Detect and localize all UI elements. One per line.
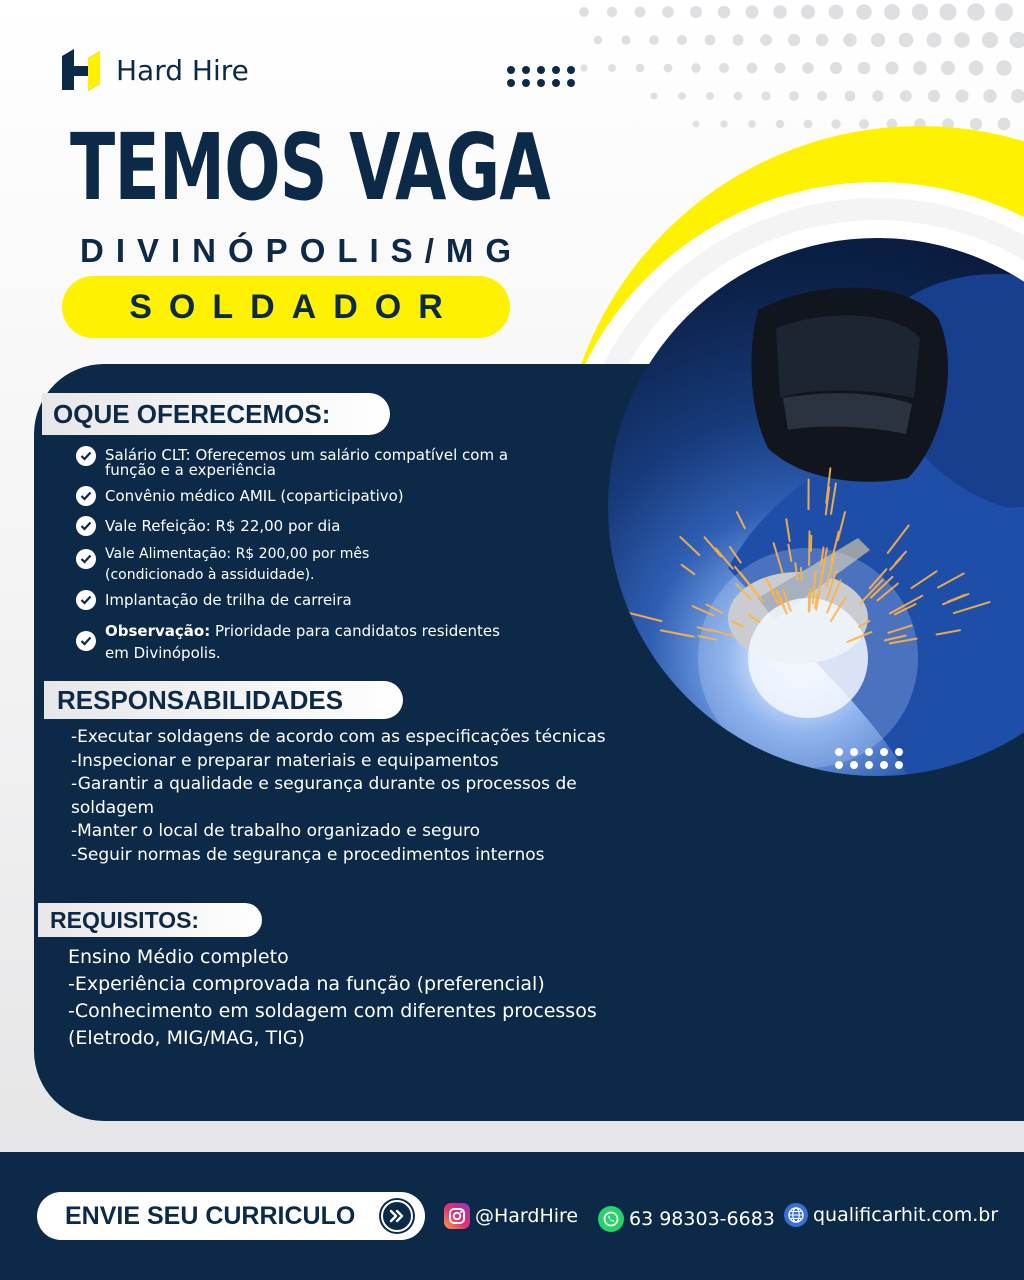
check-icon [76,446,96,466]
benefit-text: Vale Alimentação: R$ 200,00 por mês (condicionado à assiduidade). [105,546,370,583]
headline: TEMOS VAGA [70,114,550,221]
section-responsibilities-title [44,681,403,719]
section-offers-title [42,393,390,435]
welder-illustration [608,238,1024,776]
role-badge [62,276,510,338]
welder-photo [608,238,1024,776]
whatsapp-icon [598,1206,624,1232]
benefit-text [105,620,526,664]
whatsapp-link[interactable] [598,1206,775,1232]
cta-label: ENVIE SEU CURRICULO [65,1201,356,1230]
list-item [76,486,546,506]
double-chevron-right-icon [381,1200,413,1232]
check-icon [76,631,96,651]
benefit-text: Vale Refeição: R$ 22,00 por dia [105,517,341,535]
location: DIVINÓPOLIS/MG [80,232,524,269]
offers-title: OQUE OFERECEMOS: [53,398,331,429]
check-icon [76,486,96,506]
list-item [76,620,526,664]
benefit-text: Convênio médico AMIL (coparticipativo) [105,487,404,505]
whatsapp-number: 63 98303-6683 [629,1208,775,1230]
globe-icon [784,1203,808,1227]
brand-logo [58,46,249,94]
instagram-link[interactable] [444,1203,578,1229]
dots-icon [835,748,903,769]
check-icon [76,590,96,610]
benefit-text: Implantação de trilha de carreira [105,591,352,609]
requirements-list [68,944,638,1052]
list-item [76,446,546,478]
list-item [76,544,406,586]
list-item [76,590,546,610]
note-label: Observação: [105,622,211,640]
list-item: -Conhecimento em soldagem com diferentes processos (Eletrodo, MIG/MAG, TIG) [68,1000,597,1049]
logo-h-icon [58,46,104,94]
brand-name: Hard Hire [116,53,249,87]
instagram-icon [444,1203,470,1229]
role-title: SOLDADOR [129,287,460,326]
list-item: -Inspecionar e preparar materiais e equipamentos [71,750,499,771]
check-icon [76,549,96,569]
section-requirements-title [38,903,262,937]
list-item: -Manter o local de trabalho organizado e seguro [71,821,481,841]
responsibilities-list [71,726,611,867]
instagram-handle: @HardHire [475,1205,579,1227]
dots-icon [507,66,575,87]
responsibilities-title: RESPONSABILIDADES [57,684,344,715]
note-text: Prioridade para candidatos residentes em Divinópolis. [105,622,500,662]
list-item: Ensino Médio completo [68,946,289,968]
list-item: -Garantir a qualidade e segurança durante os processos de soldagem [71,774,577,818]
list-item: -Seguir normas de segurança e procedimentos internos [71,844,545,865]
requirements-title: REQUISITOS: [50,906,200,933]
send-resume-button[interactable] [37,1192,425,1240]
list-item: -Experiência comprovada na função (preferencial) [68,973,545,995]
list-item [76,516,546,536]
check-icon [76,516,96,536]
website-link[interactable] [784,1203,998,1227]
website-url: qualificarhit.com.br [813,1204,999,1226]
list-item: -Executar soldagens de acordo com as especificações técnicas [71,727,606,747]
benefit-text: Salário CLT: Oferecemos um salário compatível com a função e a experiência [105,446,509,479]
